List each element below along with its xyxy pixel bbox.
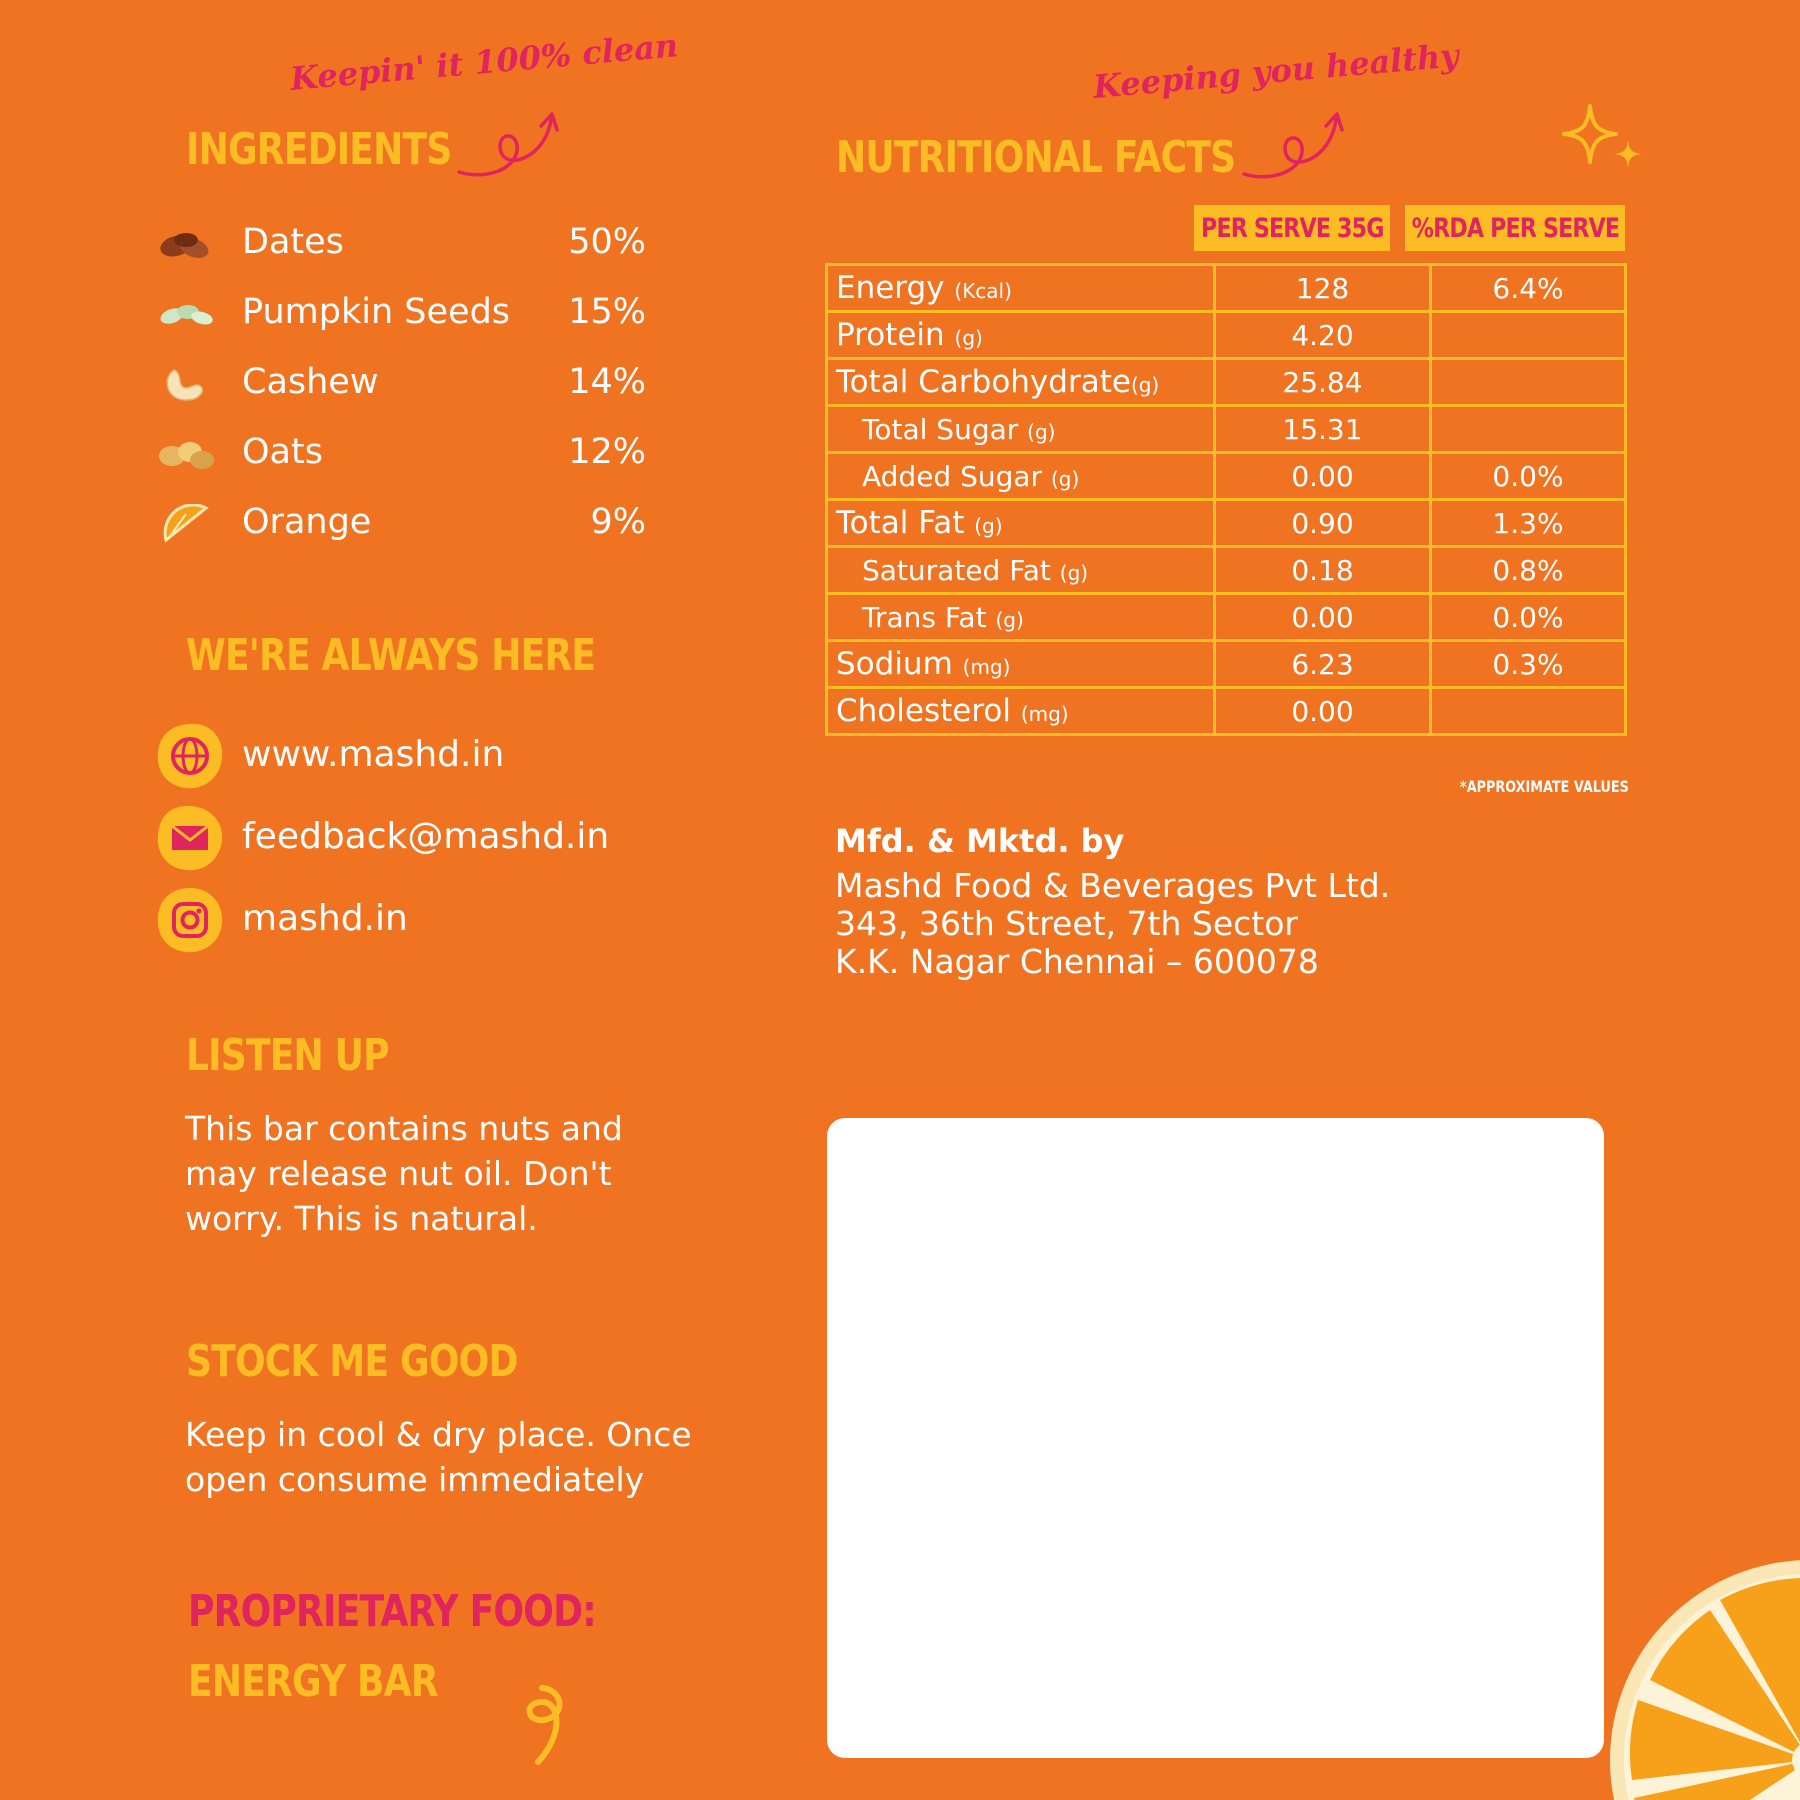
nutrient-value: 6.23: [1215, 641, 1431, 688]
nutrient-name: Total Sugar: [862, 412, 1019, 446]
nutrient-name: Energy: [836, 270, 945, 306]
ingredient-name: Dates: [242, 222, 344, 262]
ingredient-name: Orange: [242, 502, 372, 542]
nutrient-label: [827, 594, 1215, 641]
nutrient-name: Cholesterol: [836, 693, 1011, 729]
cashew-icon: [156, 364, 216, 404]
table-row: [827, 453, 1626, 500]
nutrient-value: 0.00: [1215, 594, 1431, 641]
rda-column-label: %RDA PER SERVE: [1411, 212, 1619, 244]
ingredients-tagline: Keepin' it 100% clean: [288, 26, 680, 99]
nutrient-label: [827, 359, 1215, 406]
nutrient-rda: [1431, 312, 1626, 359]
email-link[interactable]: [154, 802, 714, 874]
dates-icon: [156, 224, 216, 264]
nutrient-label: [827, 453, 1215, 500]
curly-arrow-icon: [1240, 100, 1350, 185]
manufacturer-title: Mfd. & Mktd. by: [835, 822, 1125, 860]
nutrient-rda: [1431, 359, 1626, 406]
ingredient-percent: 12%: [568, 432, 646, 472]
nutrition-tagline: Keeping you healthy: [1091, 36, 1461, 106]
listen-up-title: LISTEN UP: [186, 1030, 389, 1081]
nutrient-label: [827, 500, 1215, 547]
nutrient-value: 0.00: [1215, 688, 1431, 735]
ingredient-row: [156, 286, 646, 342]
stock-line: open consume immediately: [185, 1460, 645, 1499]
nutrient-label: [827, 406, 1215, 453]
table-row: [827, 594, 1626, 641]
mail-icon: [154, 802, 226, 874]
nutrient-unit: (g): [1059, 560, 1089, 585]
rda-column-header: [1405, 205, 1625, 251]
orange-slice-icon: [156, 504, 216, 544]
instagram-text: mashd.in: [242, 898, 408, 939]
table-row: [827, 500, 1626, 547]
nutrient-unit: (g): [1130, 373, 1160, 397]
curly-arrow-icon: [455, 100, 565, 185]
nutrient-unit: (g): [995, 607, 1024, 632]
nutrient-name: Protein: [836, 317, 945, 353]
nutrient-name: Sodium: [836, 646, 953, 682]
nutrient-rda: 6.4%: [1431, 265, 1626, 312]
nutrient-label: [827, 641, 1215, 688]
oats-icon: [156, 434, 216, 474]
ingredient-row: [156, 216, 646, 272]
nutrient-unit: (mg): [962, 655, 1011, 679]
squiggle-icon: [508, 1680, 578, 1770]
ingredient-row: [156, 426, 646, 482]
globe-icon: [154, 720, 226, 792]
website-link[interactable]: [154, 720, 714, 792]
nutrient-unit: (g): [1050, 466, 1080, 491]
website-text: www.mashd.in: [242, 734, 505, 775]
proprietary-food-label: PROPRIETARY FOOD:: [188, 1586, 596, 1637]
nutrient-name: Trans Fat: [862, 600, 987, 634]
table-row: [827, 312, 1626, 359]
ingredients-title: INGREDIENTS: [186, 124, 452, 175]
pumpkin-seeds-icon: [156, 294, 216, 334]
stock-text: [185, 1412, 692, 1502]
nutrient-label: [827, 312, 1215, 359]
nutrient-unit: (g): [974, 514, 1003, 538]
manufacturer-line: K.K. Nagar Chennai – 600078: [835, 942, 1319, 981]
nutrient-value: 4.20: [1215, 312, 1431, 359]
nutrient-unit: (mg): [1020, 702, 1069, 726]
ingredient-name: Oats: [242, 432, 323, 472]
instagram-icon: [154, 884, 226, 956]
listen-up-line: This bar contains nuts and: [185, 1109, 623, 1148]
ingredient-row: [156, 356, 646, 412]
instagram-link[interactable]: [154, 884, 714, 956]
nutrient-label: [827, 265, 1215, 312]
nutrient-rda: 0.0%: [1431, 453, 1626, 500]
ingredient-name: Cashew: [242, 362, 379, 402]
nutrient-value: 25.84: [1215, 359, 1431, 406]
nutrient-value: 15.31: [1215, 406, 1431, 453]
nutrient-value: 0.90: [1215, 500, 1431, 547]
nutrient-rda: [1431, 406, 1626, 453]
nutrient-unit: (g): [954, 326, 983, 350]
ingredient-percent: 14%: [568, 362, 646, 402]
listen-up-line: worry. This is natural.: [185, 1199, 538, 1238]
nutrient-name: Total Fat: [836, 505, 965, 541]
table-row: [827, 547, 1626, 594]
ingredient-percent: 9%: [590, 502, 646, 542]
nutrient-value: 128: [1215, 265, 1431, 312]
ingredient-name: Pumpkin Seeds: [242, 292, 511, 332]
nutrient-label: [827, 688, 1215, 735]
nutrient-rda: 1.3%: [1431, 500, 1626, 547]
listen-up-line: may release nut oil. Don't: [185, 1154, 612, 1193]
nutrient-value: 0.00: [1215, 453, 1431, 500]
manufacturer-line: Mashd Food & Beverages Pvt Ltd.: [835, 866, 1391, 905]
per-serve-column-header: [1194, 205, 1390, 251]
nutrient-rda: [1431, 688, 1626, 735]
nutrient-value: 0.18: [1215, 547, 1431, 594]
orange-half-icon: [1590, 1530, 1800, 1800]
nutrient-name: Added Sugar: [862, 459, 1043, 493]
per-serve-column-label: PER SERVE 35G: [1200, 212, 1384, 244]
nutrient-unit: (g): [1027, 419, 1056, 444]
ingredient-percent: 50%: [568, 222, 646, 262]
nutrient-label: [827, 547, 1215, 594]
blank-label-area: [827, 1118, 1604, 1758]
manufacturer-line: 343, 36th Street, 7th Sector: [835, 904, 1298, 943]
nutrition-table: [825, 263, 1627, 736]
contact-title: WE'RE ALWAYS HERE: [186, 630, 596, 681]
nutrient-unit: (Kcal): [954, 279, 1012, 303]
table-row: [827, 359, 1626, 406]
ingredient-row: [156, 496, 646, 552]
nutrient-rda: 0.0%: [1431, 594, 1626, 641]
energy-bar-label: ENERGY BAR: [188, 1656, 438, 1707]
nutrient-name: Total Carbohydrate: [836, 364, 1131, 400]
table-row: [827, 641, 1626, 688]
nutrient-rda: 0.8%: [1431, 547, 1626, 594]
ingredient-percent: 15%: [568, 292, 646, 332]
stock-title: STOCK ME GOOD: [186, 1336, 518, 1387]
listen-up-text: [185, 1106, 623, 1241]
sparkle-icon: [1558, 100, 1648, 180]
table-row: [827, 265, 1626, 312]
nutrient-name: Saturated Fat: [862, 553, 1051, 587]
table-row: [827, 688, 1626, 735]
stock-line: Keep in cool & dry place. Once: [185, 1415, 692, 1454]
email-text: feedback@mashd.in: [242, 816, 610, 857]
table-row: [827, 406, 1626, 453]
approximate-values-note: *APPROXIMATE VALUES: [1460, 777, 1629, 796]
nutrient-rda: 0.3%: [1431, 641, 1626, 688]
nutrition-title: NUTRITIONAL FACTS: [836, 132, 1236, 183]
